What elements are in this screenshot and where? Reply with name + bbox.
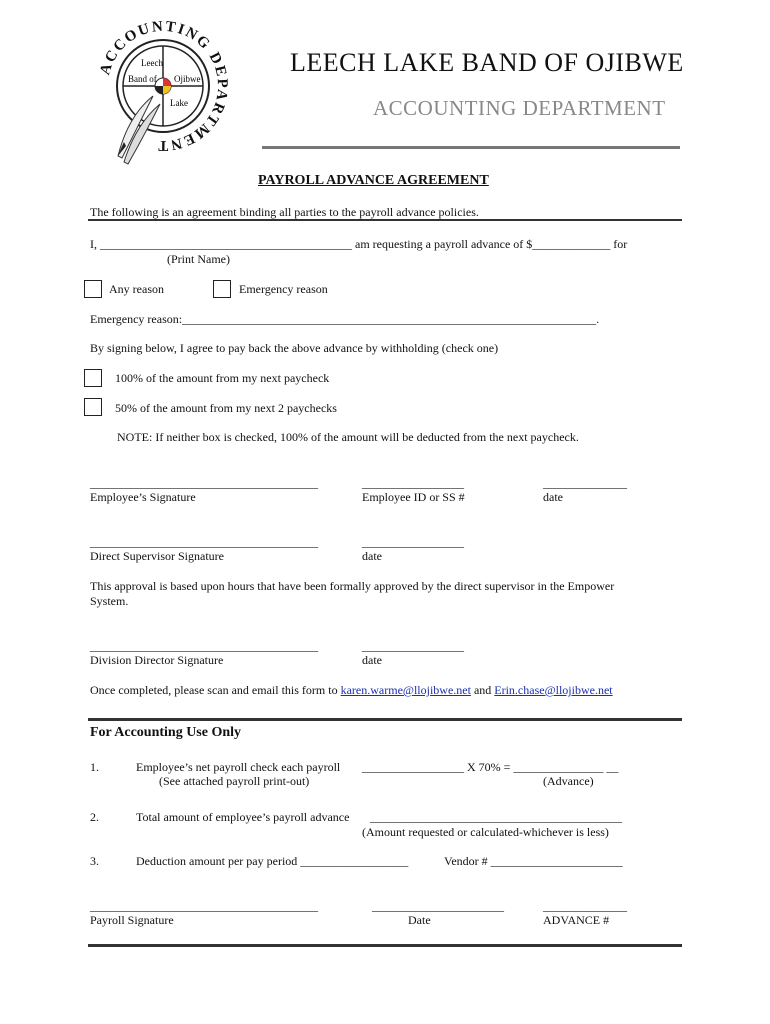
supervisor-date-line[interactable]: _________________ <box>362 535 464 549</box>
email-and: and <box>470 683 495 697</box>
item1-subtext: (See attached payroll print-out) <box>159 774 310 788</box>
advance-number-line[interactable]: ______________ <box>543 899 627 913</box>
director-signature-label: Division Director Signature <box>90 653 224 667</box>
emergency-reason-line[interactable]: Emergency reason:_____________________________________________________________________. <box>90 312 600 326</box>
logo-word-leech: Leech <box>141 58 163 68</box>
director-date-line[interactable]: _________________ <box>362 639 464 653</box>
emergency-reason-checkbox[interactable] <box>213 280 231 298</box>
item1-calculation-line[interactable]: _________________ X 70% = _______________ __ <box>362 760 619 774</box>
payroll-signature-line[interactable]: ______________________________________ <box>90 899 318 913</box>
employee-id-line[interactable]: _________________ <box>362 476 464 490</box>
item2-caption: (Amount requested or calculated-whichever is less) <box>362 825 609 839</box>
note-text: NOTE: If neither box is checked, 100% of the amount will be deducted from the next paycheck. <box>117 430 579 444</box>
any-reason-label: Any reason <box>109 282 164 296</box>
header-divider <box>262 146 680 149</box>
signing-text: By signing below, I agree to pay back the above advance by withholding (check one) <box>90 341 499 355</box>
accounting-divider-top <box>88 718 682 721</box>
item3-vendor[interactable]: Vendor # ______________________ <box>444 854 623 868</box>
logo-word-lake: Lake <box>170 98 188 108</box>
print-name-caption: (Print Name) <box>167 252 230 266</box>
option-100-checkbox[interactable] <box>84 369 102 387</box>
org-name: LEECH LAKE BAND OF OJIBWE <box>290 48 684 77</box>
option-50-label: 50% of the amount from my next 2 paychecks <box>115 401 337 415</box>
supervisor-signature-label: Direct Supervisor Signature <box>90 549 224 563</box>
intro-text: The following is an agreement binding all parties to the payroll advance policies. <box>90 205 479 219</box>
logo-word-band-of: Band of <box>128 74 157 84</box>
item3-number: 3. <box>90 854 99 868</box>
option-50-checkbox[interactable] <box>84 398 102 416</box>
any-reason-checkbox[interactable] <box>84 280 102 298</box>
item2-amount-line[interactable]: __________________________________________ <box>370 810 622 824</box>
director-signature-line[interactable]: ______________________________________ <box>90 639 318 653</box>
payroll-date-line[interactable]: ______________________ <box>372 899 504 913</box>
employee-date-line[interactable]: ______________ <box>543 476 627 490</box>
director-date-label: date <box>362 653 382 667</box>
employee-signature-line[interactable]: ______________________________________ <box>90 476 318 490</box>
advance-number-label: ADVANCE # <box>543 913 610 927</box>
item1-number: 1. <box>90 760 99 774</box>
form-title: PAYROLL ADVANCE AGREEMENT <box>258 173 489 188</box>
item2-text: Total amount of employee’s payroll advance <box>136 810 350 824</box>
supervisor-date-label: date <box>362 549 382 563</box>
item3-text[interactable]: Deduction amount per pay period __________________ <box>136 854 409 868</box>
department-name: ACCOUNTING DEPARTMENT <box>373 96 666 120</box>
logo-word-ojibwe: Ojibwe <box>174 74 201 84</box>
emergency-reason-label: Emergency reason <box>239 282 328 296</box>
approval-text-line-2: System. <box>90 594 129 608</box>
employee-id-label: Employee ID or SS # <box>362 490 465 504</box>
employee-date-label: date <box>543 490 563 504</box>
payroll-signature-label: Payroll Signature <box>90 913 174 927</box>
accounting-department-logo <box>88 6 238 166</box>
option-100-label: 100% of the amount from my next paycheck <box>115 371 330 385</box>
employee-signature-label: Employee’s Signature <box>90 490 196 504</box>
email-prefix: Once completed, please scan and email this form to <box>90 683 341 697</box>
supervisor-signature-line[interactable]: ______________________________________ <box>90 535 318 549</box>
email-link-karen[interactable]: karen.warme@llojibwe.net <box>340 683 471 697</box>
payroll-date-label: Date <box>408 913 431 927</box>
item2-number: 2. <box>90 810 99 824</box>
item1-text: Employee’s net payroll check each payroll <box>136 760 341 774</box>
item1-advance-caption: (Advance) <box>543 774 594 788</box>
accounting-heading: For Accounting Use Only <box>90 725 242 740</box>
request-line[interactable]: I, __________________________________________ am requesting a payroll advance of $_____________ for <box>90 237 628 251</box>
email-link-erin[interactable]: Erin.chase@llojibwe.net <box>494 683 613 697</box>
accounting-divider-bottom <box>88 944 682 947</box>
intro-divider <box>88 219 682 221</box>
email-instructions <box>90 683 613 698</box>
approval-text-line-1: This approval is based upon hours that have been formally approved by the direct supervisor in the Empower <box>90 579 615 593</box>
logo-ring-text: ACCOUNTING DEPARTMENT <box>97 18 231 154</box>
